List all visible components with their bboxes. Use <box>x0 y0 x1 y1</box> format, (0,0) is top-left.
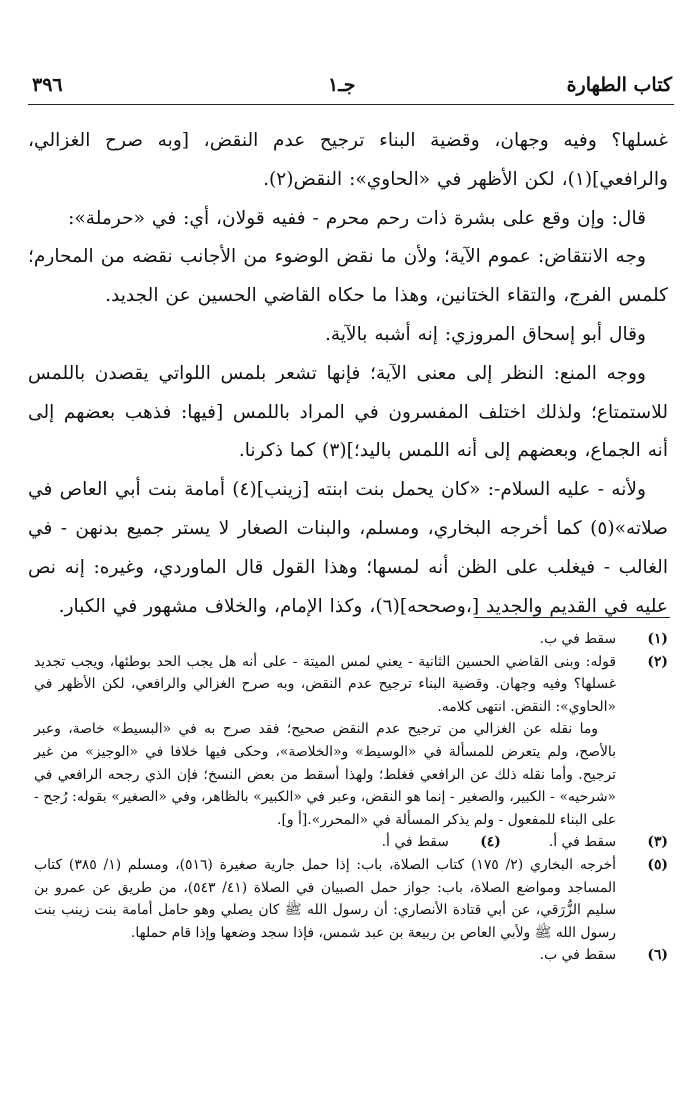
book-title: كتاب الطهارة <box>566 74 672 96</box>
paragraph: وجه الانتقاض: عموم الآية؛ ولأن ما نقض الوضوء من الأجانب نقضه من المحارم؛ كلمس الفرج، والتقاء الختانين، وهذا ما حكاه القاضي الحسين عن الجديد. <box>28 246 668 307</box>
footnote-text: وما نقله عن الغزالي من ترجيح عدم النقض صحيح؛ فقد صرح به في «البسيط» خاصة، وعبر بالأصح، ولم يتعرض للمسألة في «الوسيط» و«الخلاصة»، وحكى فيها خلافا في «الوجيز» من غير ترجيح. وأما نقله ذلك عن الرافعي فغلط؛ ولهذا أسقط من بعض النسخ؛ فإن الذي رجحه الرافعي في «شرحيه» - الكبير، والصغير - إنما هو النقض، وعبر في «الكبير» بالظاهر، وفي «الصغير» بقوله: رُجح - على البناء للمفعول - ولم يذكر المسألة في «المحرر».[أ و]. <box>34 721 616 828</box>
footnote-text: سقط في أ. <box>381 834 449 851</box>
footnote-3 <box>549 831 670 854</box>
paragraph: قال: وإن وقع على بشرة ذات رحم محرم - ففيه قولان، أي: في «حرملة»: <box>68 207 646 229</box>
footnote-row <box>34 831 670 854</box>
paragraph: غسلها؟ وفيه وجهان، وقضية البناء ترجيح عدم النقض، [وبه صرح الغزالي، والرافعي](١)، لكن الأظهر في «الحاوي»: النقض(٢). <box>28 130 668 190</box>
page-number: ٣٩٦ <box>32 74 63 96</box>
footnote-body <box>34 651 616 832</box>
paragraph: وقال أبو إسحاق المروزي: إنه أشبه بالآية. <box>324 323 646 345</box>
footnote-1 <box>34 628 670 651</box>
footnote-number: (٦) <box>647 947 668 964</box>
footnote-text: سقط في ب. <box>539 631 616 647</box>
paragraph: ولأنه - عليه السلام-: «كان يحمل بنت ابنته [زينب](٤) أمامة بنت أبي العاص في صلاته»(٥) كما أخرجه البخاري، ومسلم، والبنات الصغار لا يستر جميع بدنهن - في الغالب - فيغلب على الظن أنه لمسها؛ وهذا القول قال الماوردي، وغيره: إنه نص عليه في القديم والجديد [،وصححه](٦)، وكذا الإمام، والخلاف مشهور في الكبار. <box>28 479 668 617</box>
footnote-2 <box>34 651 670 832</box>
footnote-text: سقط في أ. <box>548 834 616 851</box>
footnote-text: أخرجه البخاري (٢/ ١٧٥) كتاب الصلاة، باب: إذا حمل جارية صغيرة (٥١٦)، ومسلم (١/ ٣٨٥) كتاب المساجد ومواضع الصلاة، باب: جواز حمل الصبيان في الصلاة (٤١/ ٥٤٣)، من طريق عن عمرو بن سليم الزُّرَقي، عن أبي قتادة الأنصاري: أن رسول الله ﷺ كان يصلي وهو حامل أمامة بنت زينب بنت رسول الله ﷺ ولأبي العاص بن ربيعة بن عبد شمس، فإذا سجد وضعها وإذا قام حملها. <box>34 856 616 941</box>
footnote-6 <box>34 944 670 967</box>
footnote-5 <box>34 854 670 944</box>
main-text <box>28 122 668 626</box>
footnote-text: قوله: وبنى القاضي الحسين الثانية - يعني لمس الميتة - على أنه هل يجب الحد بوطئها، ويجب تجديد غسلها؟ وفيه وجهان. وقضية البناء ترجيح عدم النقض، وبه صرح الغزالي والرافعي، لكن الأظهر في «الحاوي»: النقض. انتهى كلامه. <box>34 653 616 715</box>
running-header <box>28 70 674 105</box>
footnote-number: (٤) <box>480 834 501 851</box>
footnote-number: (٢) <box>647 653 668 670</box>
footnote-number: (٣) <box>647 834 668 851</box>
footnotes <box>34 628 670 967</box>
footnote-4 <box>382 831 503 854</box>
footnote-number: (١) <box>647 631 668 647</box>
paragraph: ووجه المنع: النظر إلى معنى الآية؛ فإنها تشعر بلمس اللواتي يقصدن باللمس للاستمتاع؛ ولذلك اختلف المفسرون في المراد باللمس [فيها: فذهب بعضهم إلى أنه الجماع، وبعضهم إلى أنه اللمس باليد؛](٣) كما ذكرنا. <box>28 362 668 462</box>
footnote-number: (٥) <box>647 856 668 873</box>
footnote-separator <box>474 617 670 618</box>
volume-label: جـ١ <box>328 74 356 96</box>
footnote-text: سقط في ب. <box>539 947 616 964</box>
